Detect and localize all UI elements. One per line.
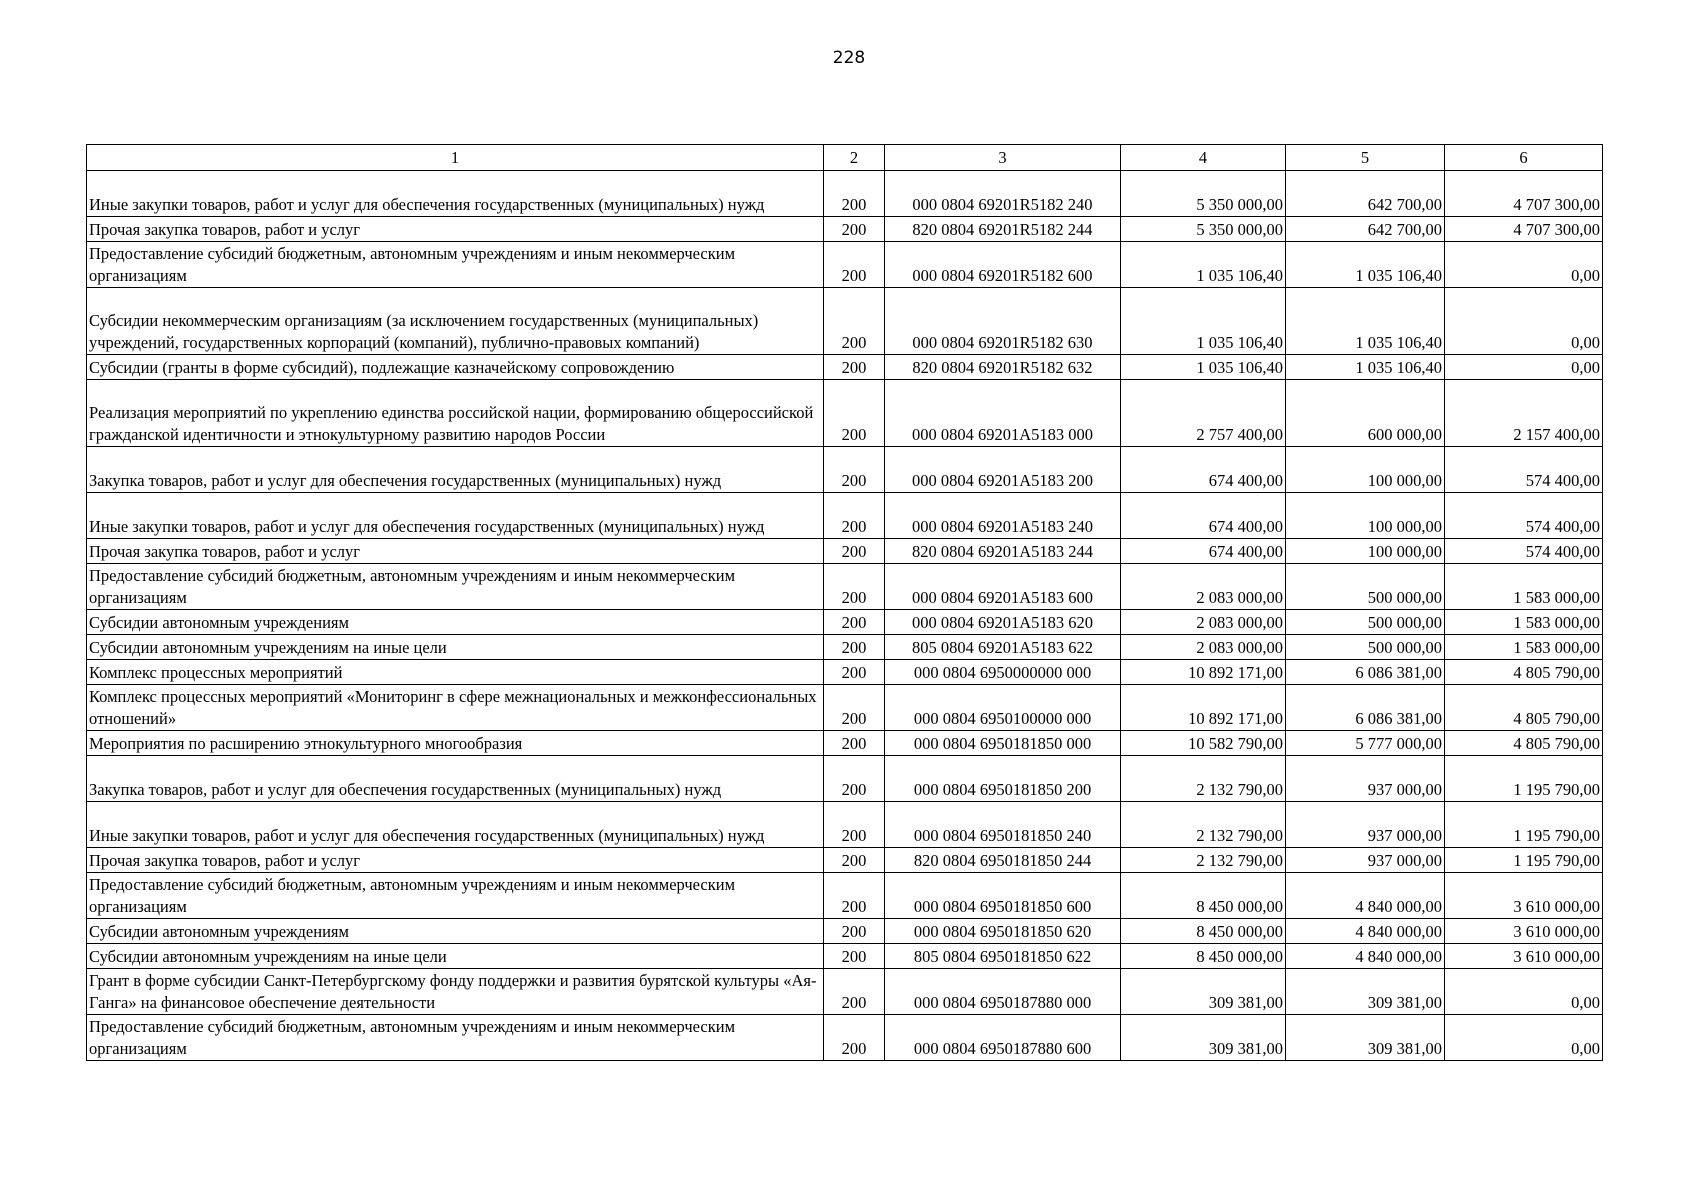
table-row [87, 635, 1603, 660]
table-row [87, 660, 1603, 685]
row-kbk-cell: 000 0804 69201R5182 240 [885, 171, 1121, 217]
row-name-cell: Предоставление субсидий бюджетным, автономным учреждениям и иным некоммерческим организациям [87, 564, 824, 610]
row-value-col4: 2 083 000,00 [1121, 610, 1286, 635]
row-name-cell: Субсидии некоммерческим организациям (за исключением государственных (муниципальных) учреждений, государственных корпораций (компаний), публично-правовых компаний) [87, 288, 824, 355]
row-code-cell: 200 [824, 539, 885, 564]
row-value-col5: 4 840 000,00 [1286, 919, 1445, 944]
row-value-col4: 10 892 171,00 [1121, 685, 1286, 731]
table-row [87, 969, 1603, 1015]
row-value-col5: 100 000,00 [1286, 493, 1445, 539]
row-value-col6: 4 805 790,00 [1445, 685, 1603, 731]
row-name-cell: Иные закупки товаров, работ и услуг для обеспечения государственных (муниципальных) нужд [87, 802, 824, 848]
row-value-col4: 2 083 000,00 [1121, 564, 1286, 610]
column-header: 1 [87, 145, 824, 171]
row-value-col6: 4 707 300,00 [1445, 217, 1603, 242]
row-code-cell: 200 [824, 969, 885, 1015]
row-value-col5: 100 000,00 [1286, 539, 1445, 564]
row-value-col4: 2 083 000,00 [1121, 635, 1286, 660]
table-row [87, 610, 1603, 635]
row-value-col4: 2 757 400,00 [1121, 380, 1286, 447]
row-name-cell: Субсидии (гранты в форме субсидий), подлежащие казначейскому сопровождению [87, 355, 824, 380]
row-name-cell: Субсидии автономным учреждениям [87, 610, 824, 635]
row-name-cell: Комплекс процессных мероприятий «Мониторинг в сфере межнациональных и межконфессиональных отношений» [87, 685, 824, 731]
row-value-col5: 309 381,00 [1286, 969, 1445, 1015]
row-kbk-cell: 820 0804 69201R5182 632 [885, 355, 1121, 380]
row-value-col4: 309 381,00 [1121, 969, 1286, 1015]
row-value-col4: 2 132 790,00 [1121, 848, 1286, 873]
row-kbk-cell: 000 0804 69201A5183 620 [885, 610, 1121, 635]
row-value-col6: 1 195 790,00 [1445, 756, 1603, 802]
table-row [87, 731, 1603, 756]
row-value-col6: 1 195 790,00 [1445, 848, 1603, 873]
row-kbk-cell: 000 0804 6950187880 600 [885, 1015, 1121, 1061]
table-row [87, 564, 1603, 610]
row-value-col6: 574 400,00 [1445, 447, 1603, 493]
row-name-cell: Субсидии автономным учреждениям на иные цели [87, 635, 824, 660]
row-code-cell: 200 [824, 171, 885, 217]
row-code-cell: 200 [824, 660, 885, 685]
row-code-cell: 200 [824, 944, 885, 969]
row-code-cell: 200 [824, 217, 885, 242]
row-kbk-cell: 820 0804 6950181850 244 [885, 848, 1121, 873]
row-kbk-cell: 000 0804 69201A5183 000 [885, 380, 1121, 447]
row-name-cell: Иные закупки товаров, работ и услуг для обеспечения государственных (муниципальных) нужд [87, 171, 824, 217]
row-kbk-cell: 000 0804 6950187880 000 [885, 969, 1121, 1015]
row-kbk-cell: 000 0804 6950181850 000 [885, 731, 1121, 756]
row-value-col4: 8 450 000,00 [1121, 873, 1286, 919]
row-value-col6: 574 400,00 [1445, 539, 1603, 564]
row-value-col5: 500 000,00 [1286, 610, 1445, 635]
row-code-cell: 200 [824, 873, 885, 919]
row-name-cell: Закупка товаров, работ и услуг для обеспечения государственных (муниципальных) нужд [87, 756, 824, 802]
row-name-cell: Прочая закупка товаров, работ и услуг [87, 848, 824, 873]
row-value-col4: 5 350 000,00 [1121, 217, 1286, 242]
column-header: 2 [824, 145, 885, 171]
row-kbk-cell: 000 0804 69201A5183 240 [885, 493, 1121, 539]
row-value-col5: 6 086 381,00 [1286, 685, 1445, 731]
row-value-col4: 309 381,00 [1121, 1015, 1286, 1061]
row-value-col6: 1 583 000,00 [1445, 610, 1603, 635]
row-value-col5: 6 086 381,00 [1286, 660, 1445, 685]
row-value-col5: 4 840 000,00 [1286, 944, 1445, 969]
row-value-col6: 3 610 000,00 [1445, 873, 1603, 919]
row-value-col4: 5 350 000,00 [1121, 171, 1286, 217]
table-row [87, 380, 1603, 447]
row-value-col6: 1 583 000,00 [1445, 564, 1603, 610]
row-kbk-cell: 000 0804 6950181850 600 [885, 873, 1121, 919]
row-value-col6: 0,00 [1445, 969, 1603, 1015]
row-kbk-cell: 805 0804 69201A5183 622 [885, 635, 1121, 660]
column-header: 5 [1286, 145, 1445, 171]
row-kbk-cell: 000 0804 69201R5182 600 [885, 242, 1121, 288]
row-name-cell: Субсидии автономным учреждениям на иные цели [87, 944, 824, 969]
row-code-cell: 200 [824, 635, 885, 660]
row-value-col6: 0,00 [1445, 355, 1603, 380]
row-code-cell: 200 [824, 380, 885, 447]
row-kbk-cell: 000 0804 6950181850 200 [885, 756, 1121, 802]
row-value-col6: 3 610 000,00 [1445, 919, 1603, 944]
row-value-col6: 4 805 790,00 [1445, 731, 1603, 756]
row-code-cell: 200 [824, 802, 885, 848]
row-code-cell: 200 [824, 848, 885, 873]
row-code-cell: 200 [824, 756, 885, 802]
table-row [87, 355, 1603, 380]
row-kbk-cell: 000 0804 6950181850 620 [885, 919, 1121, 944]
row-kbk-cell: 805 0804 6950181850 622 [885, 944, 1121, 969]
row-name-cell: Мероприятия по расширению этнокультурного многообразия [87, 731, 824, 756]
table-row [87, 685, 1603, 731]
row-code-cell: 200 [824, 493, 885, 539]
row-value-col5: 642 700,00 [1286, 171, 1445, 217]
row-value-col4: 674 400,00 [1121, 447, 1286, 493]
row-value-col5: 937 000,00 [1286, 802, 1445, 848]
row-code-cell: 200 [824, 447, 885, 493]
row-value-col5: 100 000,00 [1286, 447, 1445, 493]
row-value-col6: 2 157 400,00 [1445, 380, 1603, 447]
table-row [87, 171, 1603, 217]
row-value-col4: 8 450 000,00 [1121, 919, 1286, 944]
row-value-col4: 2 132 790,00 [1121, 756, 1286, 802]
row-name-cell: Предоставление субсидий бюджетным, автономным учреждениям и иным некоммерческим организациям [87, 1015, 824, 1061]
row-name-cell: Прочая закупка товаров, работ и услуг [87, 217, 824, 242]
row-value-col4: 2 132 790,00 [1121, 802, 1286, 848]
table-row [87, 873, 1603, 919]
row-value-col4: 674 400,00 [1121, 539, 1286, 564]
row-code-cell: 200 [824, 685, 885, 731]
table-body [87, 171, 1603, 1061]
row-name-cell: Предоставление субсидий бюджетным, автономным учреждениям и иным некоммерческим организациям [87, 242, 824, 288]
row-code-cell: 200 [824, 288, 885, 355]
row-code-cell: 200 [824, 355, 885, 380]
row-value-col4: 674 400,00 [1121, 493, 1286, 539]
row-code-cell: 200 [824, 564, 885, 610]
row-value-col4: 1 035 106,40 [1121, 355, 1286, 380]
table-row [87, 493, 1603, 539]
table-row [87, 919, 1603, 944]
column-header: 6 [1445, 145, 1603, 171]
table-row [87, 1015, 1603, 1061]
row-kbk-cell: 000 0804 69201A5183 600 [885, 564, 1121, 610]
row-value-col4: 1 035 106,40 [1121, 288, 1286, 355]
row-value-col5: 500 000,00 [1286, 564, 1445, 610]
table-row [87, 242, 1603, 288]
row-value-col5: 1 035 106,40 [1286, 242, 1445, 288]
row-kbk-cell: 000 0804 6950181850 240 [885, 802, 1121, 848]
row-value-col5: 4 840 000,00 [1286, 873, 1445, 919]
row-code-cell: 200 [824, 731, 885, 756]
table-row [87, 944, 1603, 969]
row-name-cell: Реализация мероприятий по укреплению единства российской нации, формированию общероссийской гражданской идентичности и этнокультурному развитию народов России [87, 380, 824, 447]
row-name-cell: Закупка товаров, работ и услуг для обеспечения государственных (муниципальных) нужд [87, 447, 824, 493]
row-value-col6: 0,00 [1445, 242, 1603, 288]
row-name-cell: Грант в форме субсидии Санкт-Петербургскому фонду поддержки и развития бурятской культуры «Ая-Ганга» на финансовое обеспечение деятельности [87, 969, 824, 1015]
table-row [87, 447, 1603, 493]
row-value-col5: 1 035 106,40 [1286, 288, 1445, 355]
row-value-col6: 3 610 000,00 [1445, 944, 1603, 969]
row-value-col4: 10 582 790,00 [1121, 731, 1286, 756]
row-code-cell: 200 [824, 242, 885, 288]
table-row [87, 756, 1603, 802]
row-value-col5: 937 000,00 [1286, 848, 1445, 873]
row-kbk-cell: 000 0804 6950000000 000 [885, 660, 1121, 685]
table-header-row [87, 145, 1603, 171]
row-kbk-cell: 820 0804 69201R5182 244 [885, 217, 1121, 242]
row-value-col6: 4 707 300,00 [1445, 171, 1603, 217]
table-row [87, 539, 1603, 564]
row-value-col6: 1 195 790,00 [1445, 802, 1603, 848]
row-value-col6: 574 400,00 [1445, 493, 1603, 539]
row-kbk-cell: 000 0804 69201R5182 630 [885, 288, 1121, 355]
row-name-cell: Субсидии автономным учреждениям [87, 919, 824, 944]
column-header: 4 [1121, 145, 1286, 171]
row-code-cell: 200 [824, 919, 885, 944]
row-kbk-cell: 820 0804 69201A5183 244 [885, 539, 1121, 564]
table-row [87, 848, 1603, 873]
row-value-col5: 1 035 106,40 [1286, 355, 1445, 380]
table-row [87, 217, 1603, 242]
row-name-cell: Прочая закупка товаров, работ и услуг [87, 539, 824, 564]
row-code-cell: 200 [824, 1015, 885, 1061]
row-kbk-cell: 000 0804 69201A5183 200 [885, 447, 1121, 493]
row-value-col6: 4 805 790,00 [1445, 660, 1603, 685]
row-value-col6: 0,00 [1445, 1015, 1603, 1061]
page-number: 228 [832, 48, 866, 68]
row-name-cell: Иные закупки товаров, работ и услуг для обеспечения государственных (муниципальных) нужд [87, 493, 824, 539]
row-value-col5: 600 000,00 [1286, 380, 1445, 447]
row-name-cell: Комплекс процессных мероприятий [87, 660, 824, 685]
row-value-col5: 937 000,00 [1286, 756, 1445, 802]
row-value-col5: 500 000,00 [1286, 635, 1445, 660]
row-value-col4: 1 035 106,40 [1121, 242, 1286, 288]
row-code-cell: 200 [824, 610, 885, 635]
row-kbk-cell: 000 0804 6950100000 000 [885, 685, 1121, 731]
row-value-col4: 10 892 171,00 [1121, 660, 1286, 685]
row-name-cell: Предоставление субсидий бюджетным, автономным учреждениям и иным некоммерческим организациям [87, 873, 824, 919]
budget-table [86, 144, 1603, 1061]
row-value-col5: 5 777 000,00 [1286, 731, 1445, 756]
table-row [87, 802, 1603, 848]
column-header: 3 [885, 145, 1121, 171]
table-row [87, 288, 1603, 355]
row-value-col5: 309 381,00 [1286, 1015, 1445, 1061]
row-value-col6: 0,00 [1445, 288, 1603, 355]
row-value-col6: 1 583 000,00 [1445, 635, 1603, 660]
row-value-col4: 8 450 000,00 [1121, 944, 1286, 969]
row-value-col5: 642 700,00 [1286, 217, 1445, 242]
